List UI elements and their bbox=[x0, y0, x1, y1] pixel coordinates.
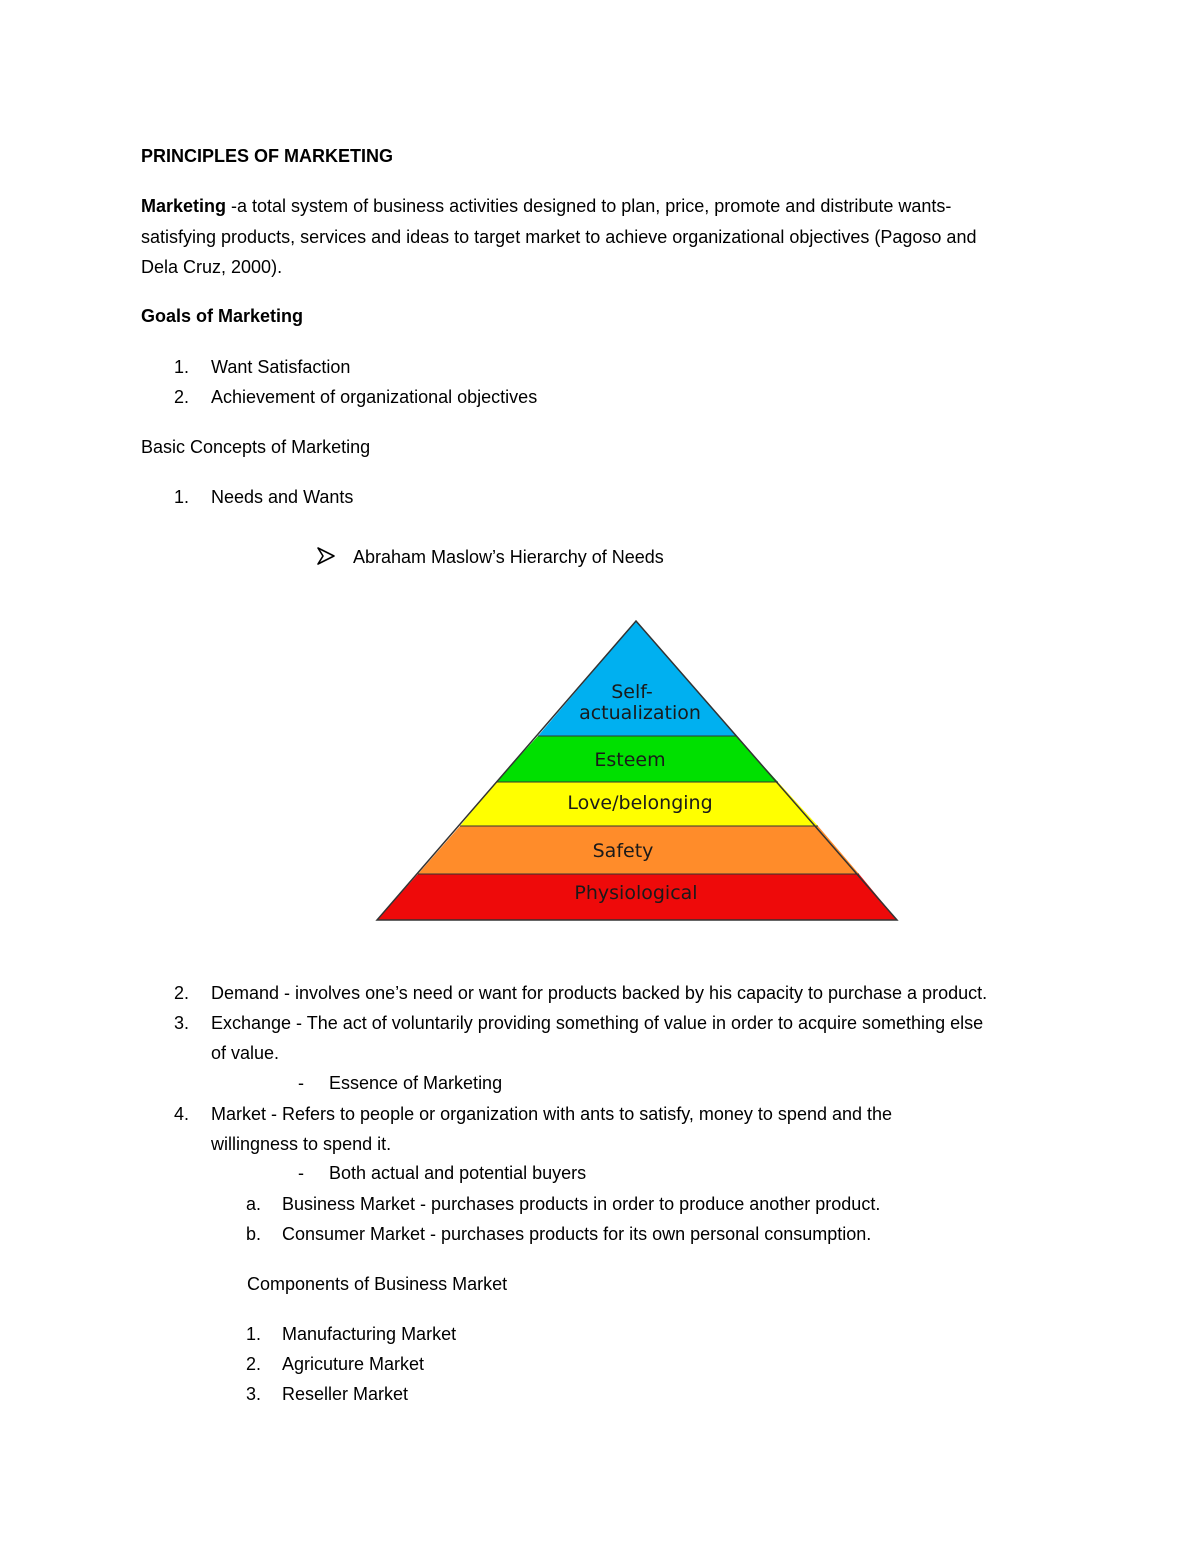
sub-list-text: Business Market - purchases products in order to produce another product. bbox=[282, 1194, 881, 1214]
list-number: 2. bbox=[246, 1354, 262, 1374]
pyramid-label-physiological: Physiological bbox=[574, 882, 698, 904]
list-number: 2. bbox=[174, 983, 190, 1003]
definition-line-2: satisfying products, services and ideas to target market to achieve organizational objectives (Pagoso and bbox=[141, 227, 977, 247]
definition-term: Marketing bbox=[141, 196, 227, 216]
list-number: 1. bbox=[174, 487, 190, 507]
list-text-continued: of value. bbox=[211, 1043, 280, 1063]
concepts-heading: Basic Concepts of Marketing bbox=[141, 437, 371, 457]
pyramid-label-esteem: Esteem bbox=[594, 749, 666, 771]
dash-text: Both actual and potential buyers bbox=[329, 1163, 587, 1183]
document-title: PRINCIPLES OF MARKETING bbox=[141, 146, 394, 166]
list-text: Achievement of organizational objectives bbox=[211, 387, 538, 407]
arrow-bullet-icon bbox=[316, 545, 336, 573]
pyramid-label-safety: Safety bbox=[592, 840, 654, 862]
sub-list-letter: a. bbox=[246, 1194, 262, 1214]
list-number: 2. bbox=[174, 387, 190, 407]
maslow-pyramid bbox=[370, 618, 904, 924]
list-text: Exchange - The act of voluntarily providing something of value in order to acquire something else bbox=[211, 1013, 984, 1033]
dash-marker: - bbox=[298, 1163, 304, 1183]
list-number: 1. bbox=[174, 357, 190, 377]
list-text: Demand - involves one’s need or want for products backed by his capacity to purchase a product. bbox=[211, 983, 988, 1003]
dash-marker: - bbox=[298, 1073, 304, 1093]
pyramid-label-love: Love/belonging bbox=[567, 792, 713, 814]
list-text: Reseller Market bbox=[282, 1384, 409, 1404]
pyramid-label-self-1: Self- bbox=[611, 681, 653, 703]
goals-heading: Goals of Marketing bbox=[141, 306, 304, 326]
pyramid-label-self-2: actualization bbox=[579, 702, 701, 724]
list-text: Market - Refers to people or organization with ants to satisfy, money to spend and the bbox=[211, 1104, 893, 1124]
bullet-text: Abraham Maslow’s Hierarchy of Needs bbox=[353, 547, 664, 567]
sub-list-letter: b. bbox=[246, 1224, 262, 1244]
list-text: Agricuture Market bbox=[282, 1354, 425, 1374]
list-number: 1. bbox=[246, 1324, 262, 1344]
list-text: Manufacturing Market bbox=[282, 1324, 457, 1344]
list-text-continued: willingness to spend it. bbox=[211, 1134, 392, 1154]
definition-text-1: -a total system of business activities designed to plan, price, promote and distribute wants- bbox=[226, 196, 952, 216]
definition-line-3: Dela Cruz, 2000). bbox=[141, 257, 283, 277]
dash-text: Essence of Marketing bbox=[329, 1073, 503, 1093]
sub-list-text: Consumer Market - purchases products for its own personal consumption. bbox=[282, 1224, 872, 1244]
list-number: 3. bbox=[246, 1384, 262, 1404]
list-number: 3. bbox=[174, 1013, 190, 1033]
definition-line-1 bbox=[141, 194, 951, 218]
list-number: 4. bbox=[174, 1104, 190, 1124]
list-text: Needs and Wants bbox=[211, 487, 354, 507]
components-heading: Components of Business Market bbox=[247, 1274, 508, 1294]
list-text: Want Satisfaction bbox=[211, 357, 351, 377]
